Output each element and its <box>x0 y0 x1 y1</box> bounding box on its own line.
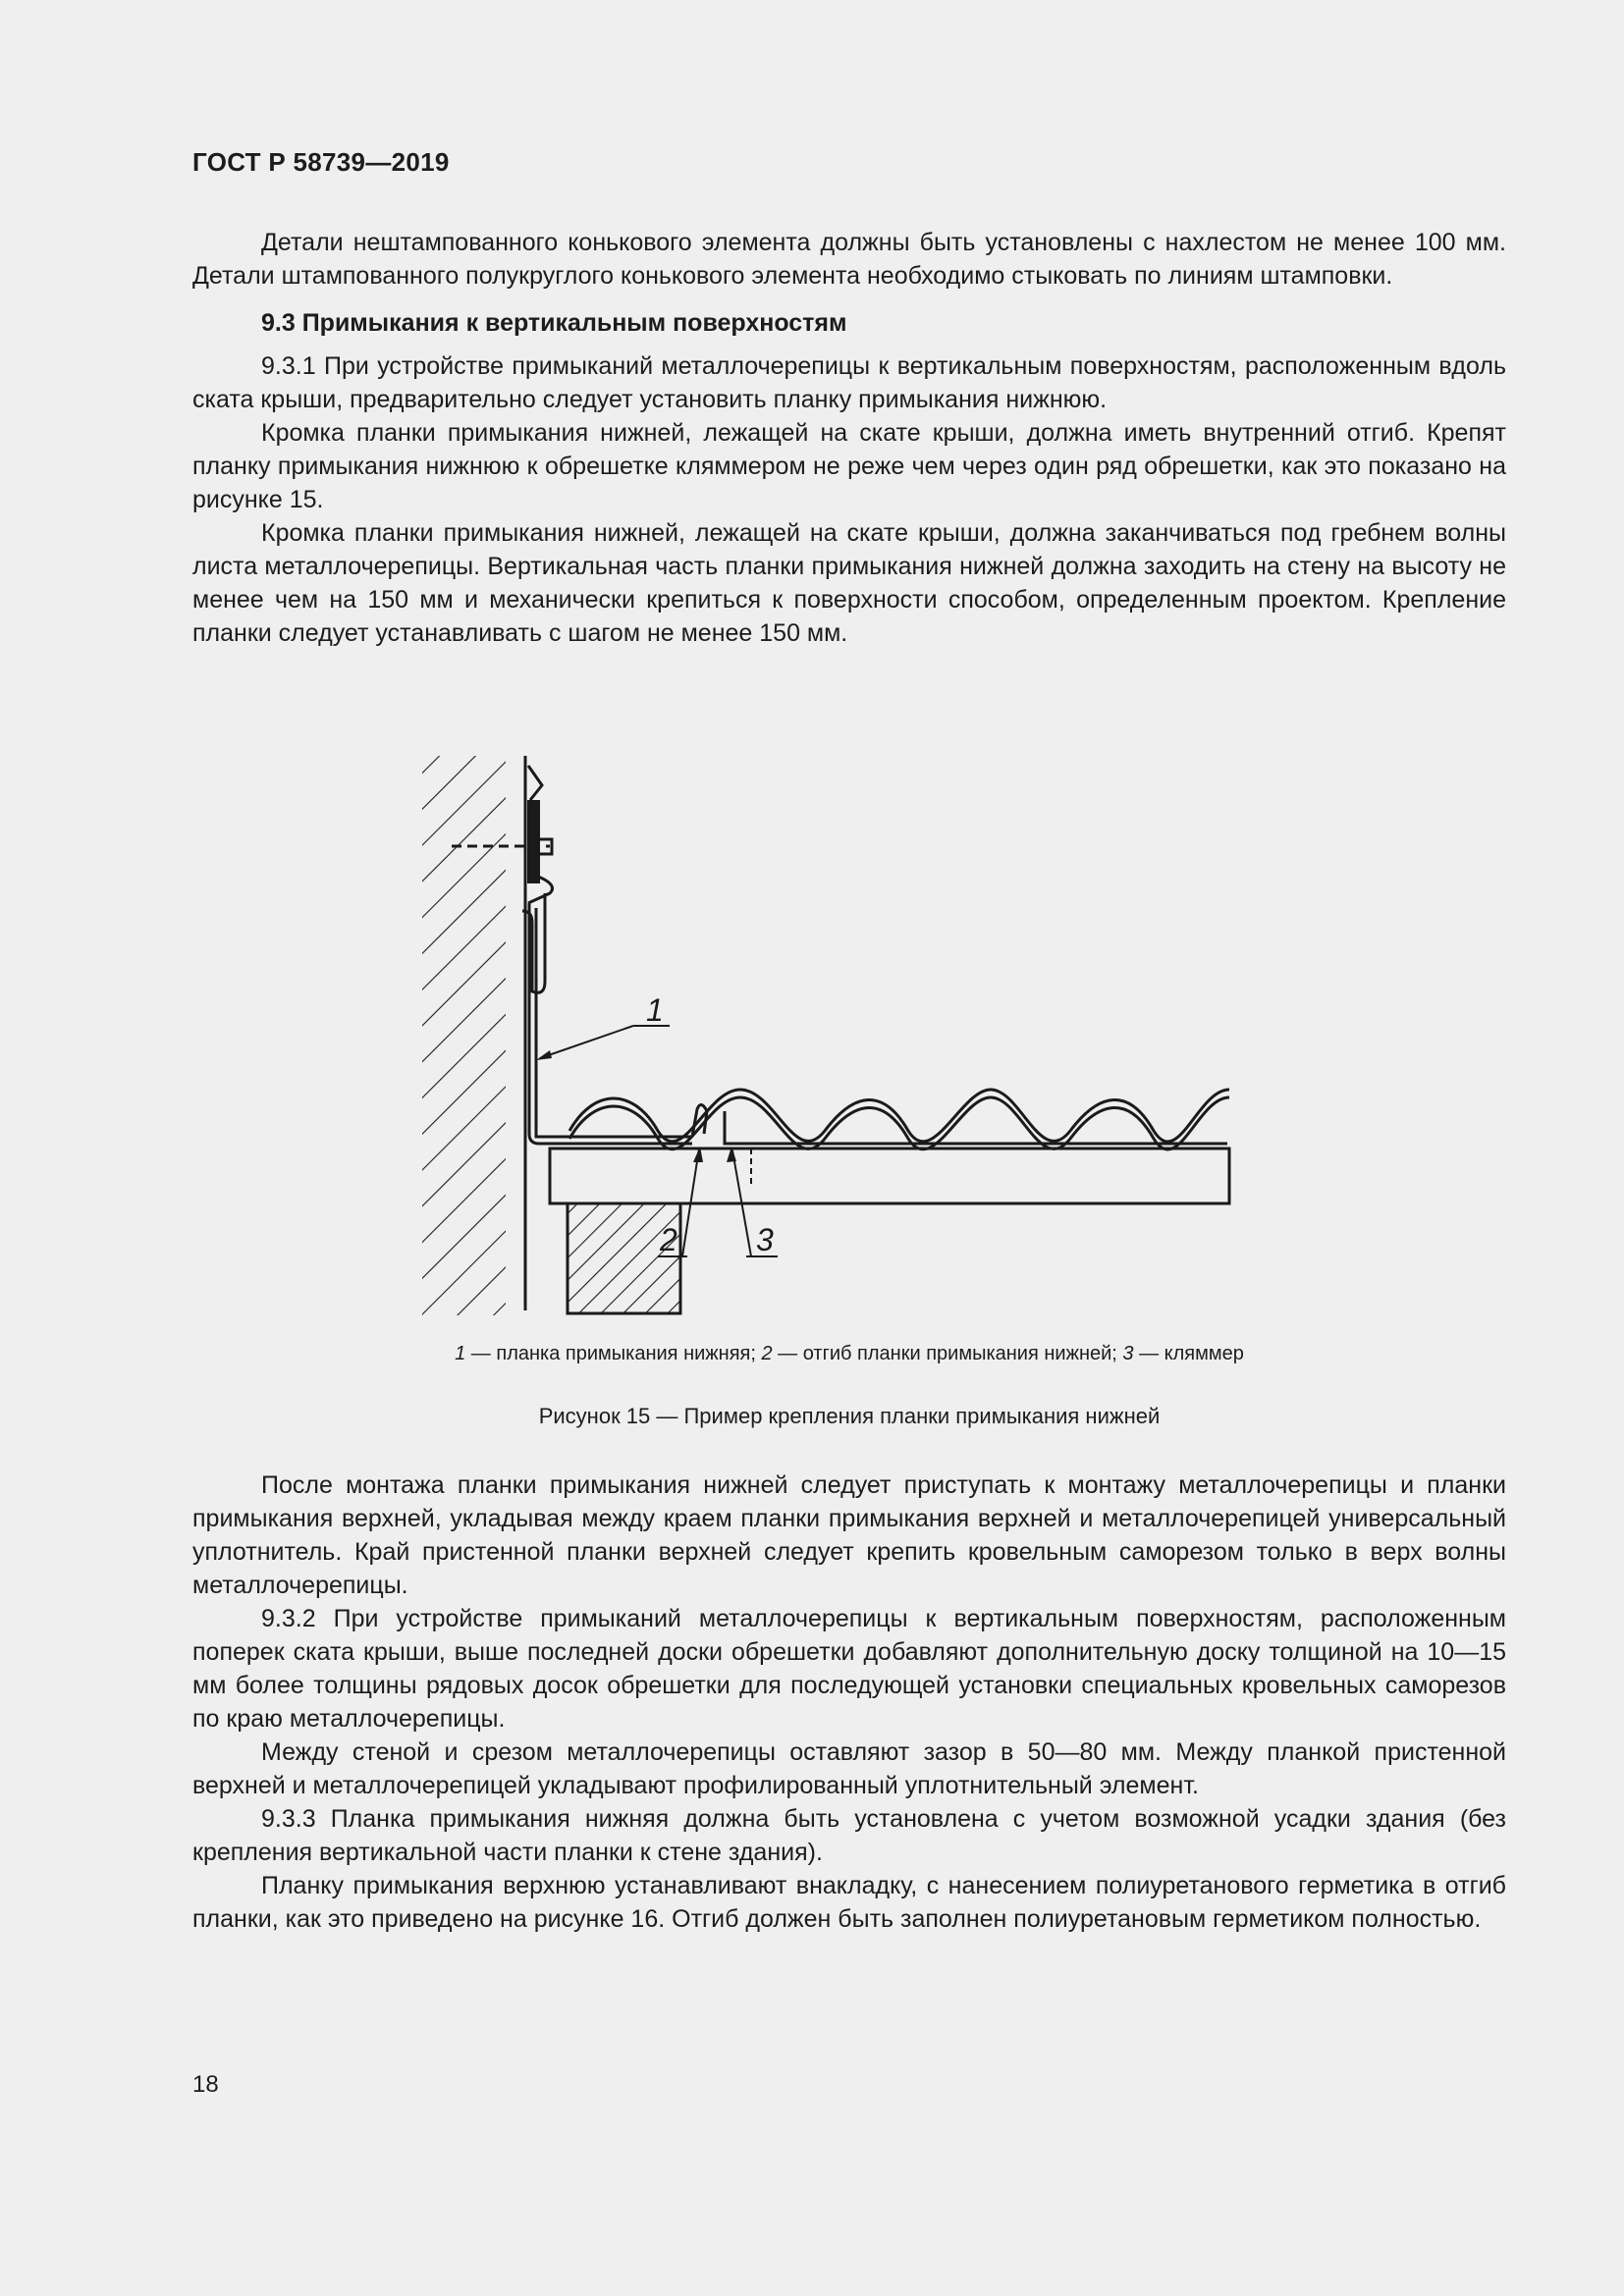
paragraph: Между стеной и срезом металлочерепицы оставляют зазор в 50—80 мм. Между планкой пристенной верхней и металлочерепицей укладывают профилированный уплотнительный элемент. <box>192 1738 1506 1799</box>
paragraph: 9.3.3 Планка примыкания нижняя должна быть установлена с учетом возможной усадки здания (без крепления вертикальной части планки к стене здания). <box>192 1805 1506 1866</box>
paragraph: Планку примыкания верхнюю устанавливают внакладку, с нанесением полиуретанового герметика в отгиб планки, как это приведено на рисунке 16. Отгиб должен быть заполнен полиуретановым герметиком полностью. <box>192 1872 1506 1933</box>
figure-legend <box>192 1343 1506 1365</box>
clamp <box>736 1148 771 1188</box>
text-block-bottom <box>192 1468 1506 1936</box>
wall-section <box>422 756 525 1315</box>
callout-1-label: 1 <box>646 992 664 1028</box>
paragraph: 9.3.1 При устройстве примыканий металлочерепицы к вертикальным поверхностям, расположенным вдоль ската крыши, предварительно следует установить планку примыкания нижнюю. <box>192 352 1506 413</box>
page-number: 18 <box>192 2071 219 2098</box>
figure-caption: Рисунок 15 — Пример крепления планки примыкания нижней <box>538 1404 1161 1428</box>
legend-number: 3 <box>1122 1343 1134 1364</box>
section-heading: 9.3 Примыкания к вертикальным поверхностям <box>261 309 847 337</box>
legend-text: — кляммер <box>1133 1343 1244 1364</box>
legend-number: 2 <box>761 1343 773 1364</box>
text-block-top <box>192 226 1506 650</box>
legend-text: — планка примыкания нижняя; <box>465 1343 762 1364</box>
rafter-beam <box>568 1203 680 1313</box>
callout-2-label: 2 <box>660 1222 677 1257</box>
paragraph: Детали нештампованного конькового элемента должны быть установлены с нахлестом не менее 100 мм. Детали штампованного полукруглого конькового элемента необходимо стыковать по линиям штамповки. <box>192 229 1506 290</box>
figure-15-drawing <box>412 746 1296 1315</box>
paragraph: Кромка планки примыкания нижней, лежащей на скате крыши, должна иметь внутренний отгиб. Крепят планку примыкания нижнюю к обрешетке кляммером не реже чем через один ряд обрешетки, как это показано на рисунке 15. <box>192 419 1506 513</box>
metal-tile-sheet <box>569 1090 1229 1149</box>
paragraph: 9.3.2 При устройстве примыканий металлочерепицы к вертикальным поверхностям, расположенным поперек ската крыши, выше последней доски обрешетки добавляют дополнительную доску толщиной на 10—15 мм более толщины рядовых досок обрешетки для последующей установки специальных кровельных саморезов по краю металлочерепицы. <box>192 1605 1506 1733</box>
callout-3-label: 3 <box>756 1222 774 1257</box>
batten-board <box>550 1148 1229 1203</box>
document-header: ГОСТ Р 58739—2019 <box>192 147 450 177</box>
legend-text: — отгиб планки примыкания нижней; <box>772 1343 1123 1364</box>
legend-number: 1 <box>455 1343 466 1364</box>
paragraph: Кромка планки примыкания нижней, лежащей на скате крыши, должна заканчиваться под гребнем волны листа металлочерепицы. Вертикальная часть планки примыкания нижней должна заходить на стену на высоту не менее чем на 150 мм и механически крепиться к поверхности способом, определенным проектом. Крепление планки следует устанавливать с шагом не менее 150 мм. <box>192 519 1506 647</box>
paragraph: После монтажа планки примыкания нижней следует приступать к монтажу металлочерепицы и планки примыкания верхней, укладывая между краем планки примыкания верхней и металлочерепицей универсальный уплотнитель. Край пристенной планки верхней следует крепить кровельным саморезом только в верх волны металлочерепицы. <box>192 1471 1506 1599</box>
callout-1 <box>536 992 670 1060</box>
